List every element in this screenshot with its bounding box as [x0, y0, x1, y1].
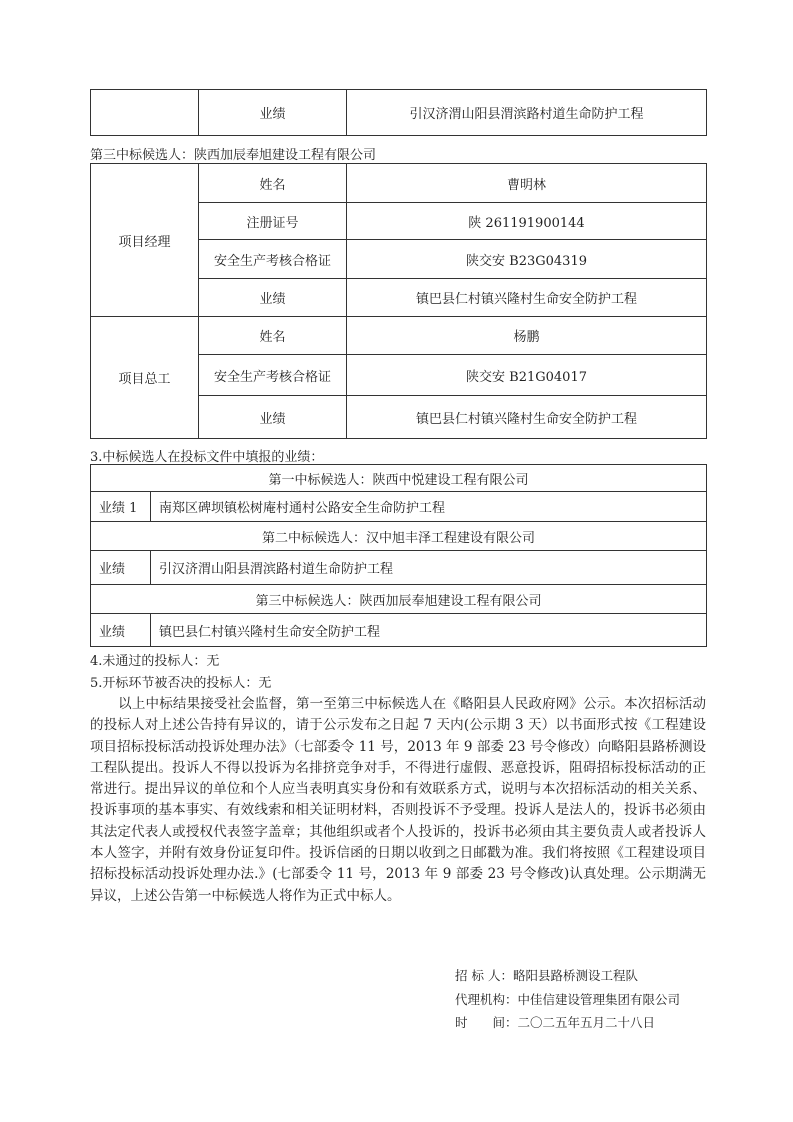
section3-heading: 3.中标候选人在投标文件中填报的业绩： [90, 450, 324, 465]
section3-table [90, 464, 707, 647]
field-value: 镇巴县仁村镇兴隆村生命安全防护工程 [347, 279, 707, 317]
table-row [91, 317, 707, 355]
field-label: 业绩 [199, 90, 347, 136]
table-row [91, 492, 707, 522]
performance-value: 南郑区碑坝镇松树庵村通村公路安全生命防护工程 [151, 492, 707, 522]
field-value: 镇巴县仁村镇兴隆村生命安全防护工程 [347, 396, 707, 439]
candidate3-title: 第三中标候选人：陕西加辰奉旭建设工程有限公司 [90, 148, 377, 163]
table-row [91, 90, 707, 136]
section5-text: 5.开标环节被否决的投标人：无 [90, 676, 272, 691]
section4-text: 4.未通过的投标人：无 [90, 654, 220, 669]
time-value: 二〇二五年五月二十八日 [517, 1015, 656, 1030]
candidate-title: 第二中标候选人：汉中旭丰泽工程建设有限公司 [91, 522, 707, 551]
candidate-title-row [91, 465, 707, 492]
notice-text: 以上中标结果接受社会监督，第一至第三中标候选人在《略阳县人民政府网》公示。本次招标活动的投标人对上述公告持有异议的，请于公示发布之日起 7 天内(公示期 3 天）以书面形式按《工程建设项目招标投标活动投诉处理办法》（七部委令 11 号，2013 年 9 部委 23 号令修改）向略阳县路桥测设工程队提出。投诉人不得以投诉为名排挤竞争对手，不得进行虚假、恶意投诉，阻碍招标投标活动的正常进行。提出异议的单位和个人应当表明真实身份和有效联系方式，说明与本次招标活动的相关关系、投诉事项的基本事实、有效线索和相关证明材料，否则投诉不予受理。投诉人是法人的，投诉书必须由其法定代表人或授权代表签字盖章；其他组织或者个人投诉的，投诉书必须由其主要负责人或者投诉人本人签字，并附有效身份证复印件。投诉信函的日期以收到之日邮戳为准。我们将按照《工程建设项目招标投标活动投诉处理办法.》(七部委令 11 号，2013 年 9 部委 23 号令修改)认真处理。公示期满无异议，上述公告第一中标候选人将作为正式中标人。 [90, 696, 706, 904]
notice-paragraph [90, 694, 706, 907]
agency-name: 中佳信建设管理集团有限公司 [517, 992, 681, 1007]
performance-label: 业绩 1 [91, 492, 151, 522]
field-value: 陕交安 B23G04319 [347, 240, 707, 279]
agency-line [455, 990, 680, 1008]
table-row [91, 614, 707, 647]
field-label: 业绩 [199, 396, 347, 439]
candidate-title-row [91, 585, 707, 614]
tenderer-label: 招 标 人： [455, 968, 513, 983]
candidate-title: 第三中标候选人：陕西加辰奉旭建设工程有限公司 [91, 585, 707, 614]
field-value: 陕 261191900144 [347, 203, 707, 240]
field-label: 安全生产考核合格证 [199, 240, 347, 279]
role-engineer: 项目总工 [91, 317, 199, 439]
agency-label: 代理机构： [455, 992, 518, 1007]
performance-table-top [90, 89, 707, 136]
performance-label: 业绩 [91, 551, 151, 585]
field-value: 杨鹏 [347, 317, 707, 355]
performance-value: 引汉济渭山阳县渭滨路村道生命防护工程 [151, 551, 707, 585]
candidate-title-row [91, 522, 707, 551]
time-label: 时 间： [455, 1015, 518, 1030]
candidate3-table [90, 163, 707, 439]
tenderer-line [455, 966, 638, 984]
field-label: 业绩 [199, 279, 347, 317]
time-line [455, 1013, 655, 1031]
candidate-title: 第一中标候选人：陕西中悦建设工程有限公司 [91, 465, 707, 492]
table-row [91, 551, 707, 585]
field-value: 曹明林 [347, 164, 707, 203]
performance-label: 业绩 [91, 614, 151, 647]
field-label: 姓名 [199, 164, 347, 203]
performance-value: 镇巴县仁村镇兴隆村生命安全防护工程 [151, 614, 707, 647]
field-label: 安全生产考核合格证 [199, 355, 347, 396]
tenderer-name: 略阳县路桥测设工程队 [512, 968, 638, 983]
empty-cell [91, 90, 199, 136]
table-row [91, 164, 707, 203]
field-value: 陕交安 B21G04017 [347, 355, 707, 396]
field-label: 姓名 [199, 317, 347, 355]
field-label: 注册证号 [199, 203, 347, 240]
role-manager: 项目经理 [91, 164, 199, 317]
field-value: 引汉济渭山阳县渭滨路村道生命防护工程 [347, 90, 707, 136]
